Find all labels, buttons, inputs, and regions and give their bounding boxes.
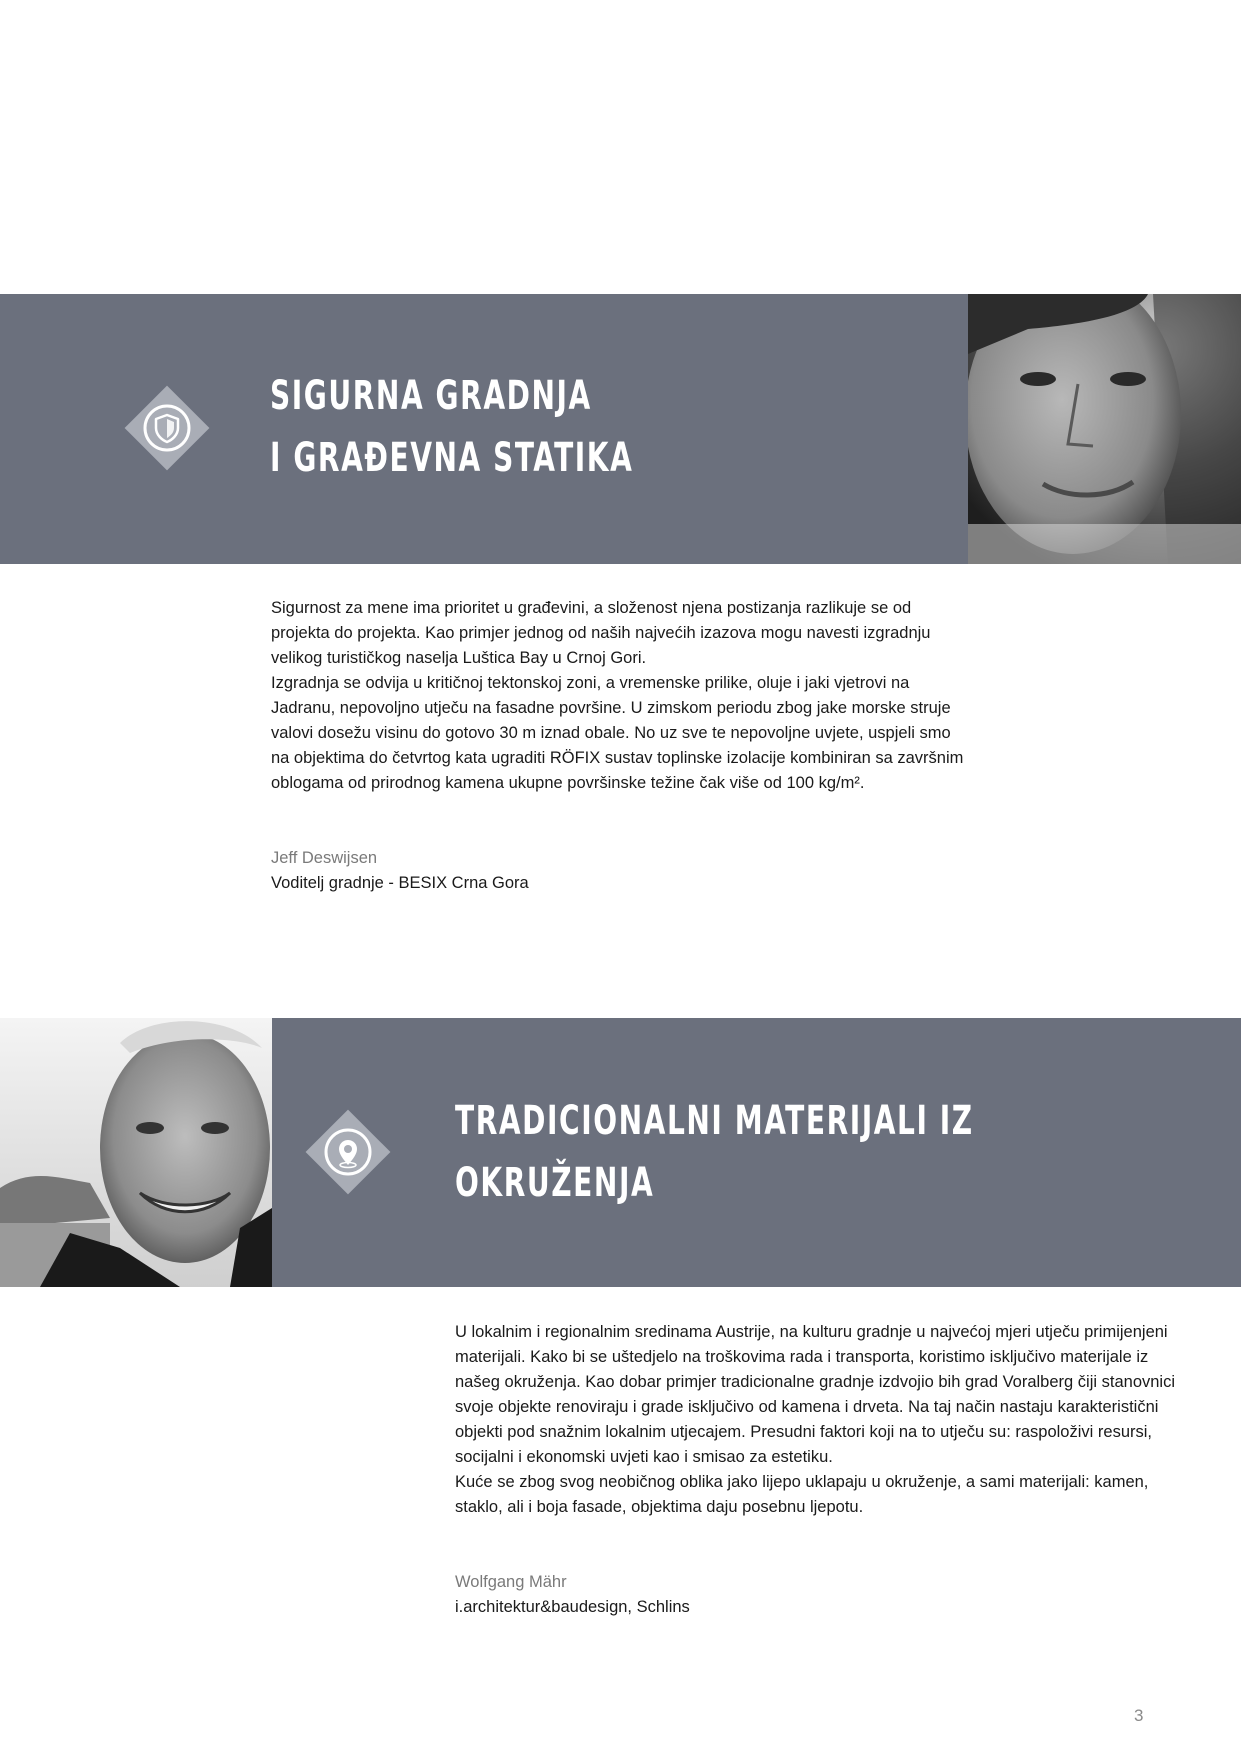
shield-icon: [124, 385, 210, 471]
section2-badge: [305, 1109, 391, 1195]
section1-title-line2: I GRAĐEVNA STATIKA: [270, 435, 634, 481]
section2-paragraph-2: Kuće se zbog svog neobičnog oblika jako lijepo uklapaju u okruženje, a sami materijali: kamen, staklo, ali i boja fasade, objektima daju posebnu ljepotu.: [455, 1473, 1149, 1516]
page-number: 3: [1134, 1706, 1144, 1725]
author-role: Voditelj gradnje - BESIX Crna Gora: [271, 874, 529, 892]
section2-title: [455, 1090, 974, 1214]
location-pin-icon: [305, 1109, 391, 1195]
section2-title-line2: OKRUŽENJA: [455, 1160, 655, 1206]
portrait-photo-wolfgang: [0, 1018, 272, 1287]
section1-title: [270, 365, 633, 489]
section1-paragraph-1: Sigurnost za mene ima prioritet u građevini, a složenost njena postizanja razlikuje se od projekta do projekta. Kao primjer jednog od naših najvećih izazova mogu navesti izgradnju velikog turističkog naselja Luštica Bay u Crnoj Gori.: [271, 599, 931, 667]
section1-paragraph-2: Izgradnja se odvija u kritičnoj tektonskoj zoni, a vremenske prilike, oluje i jaki vjetrovi na Jadranu, nepovoljno utječu na fasadne površine. U zimskom periodu zbog jake morske struje valovi dosežu visinu do gotovo 30 m iznad obale. No uz sve te nepovoljne uvjete, uspjeli smo na objektima do četvrtog kata ugraditi RÖFIX sustav toplinske izolacije kombiniran sa završnim oblogama od prirodnog kamena ukupne površinske težine čak više od 100 kg/m².: [271, 674, 964, 792]
section1-badge: [124, 385, 210, 471]
section1-title-line1: SIGURNA GRADNJA: [270, 373, 592, 419]
section2-title-line1: TRADICIONALNI MATERIJALI IZ: [455, 1098, 974, 1144]
author-name: Jeff Deswijsen: [271, 849, 378, 867]
portrait-photo-jeff: [968, 294, 1241, 564]
section1-author: [271, 846, 529, 896]
author-role: i.architektur&baudesign, Schlins: [455, 1598, 690, 1616]
section2-author: [455, 1570, 690, 1620]
section2-paragraph-1: U lokalnim i regionalnim sredinama Austrije, na kulturu gradnje u najvećoj mjeri utječu primijenjeni materijali. Kako bi se uštedjelo na troškovima rada i transporta, koristimo isključivo materijale iz našeg okruženja. Kao dobar primjer tradicionalne gradnje izdvojio bih grad Voralberg čiji stanovnici svoje objekte renoviraju i grade isključivo od kamena i drveta. Na taj način nastaju karakteristični objekti pod snažnim lokalnim utjecajem. Presudni faktori koji na to utječu su: raspoloživi resursi, socijalni i ekonomski uvjeti kao i smisao za estetiku.: [455, 1323, 1175, 1466]
section2-body: [455, 1320, 1175, 1520]
section1-body: [271, 596, 971, 796]
author-name: Wolfgang Mähr: [455, 1573, 567, 1591]
